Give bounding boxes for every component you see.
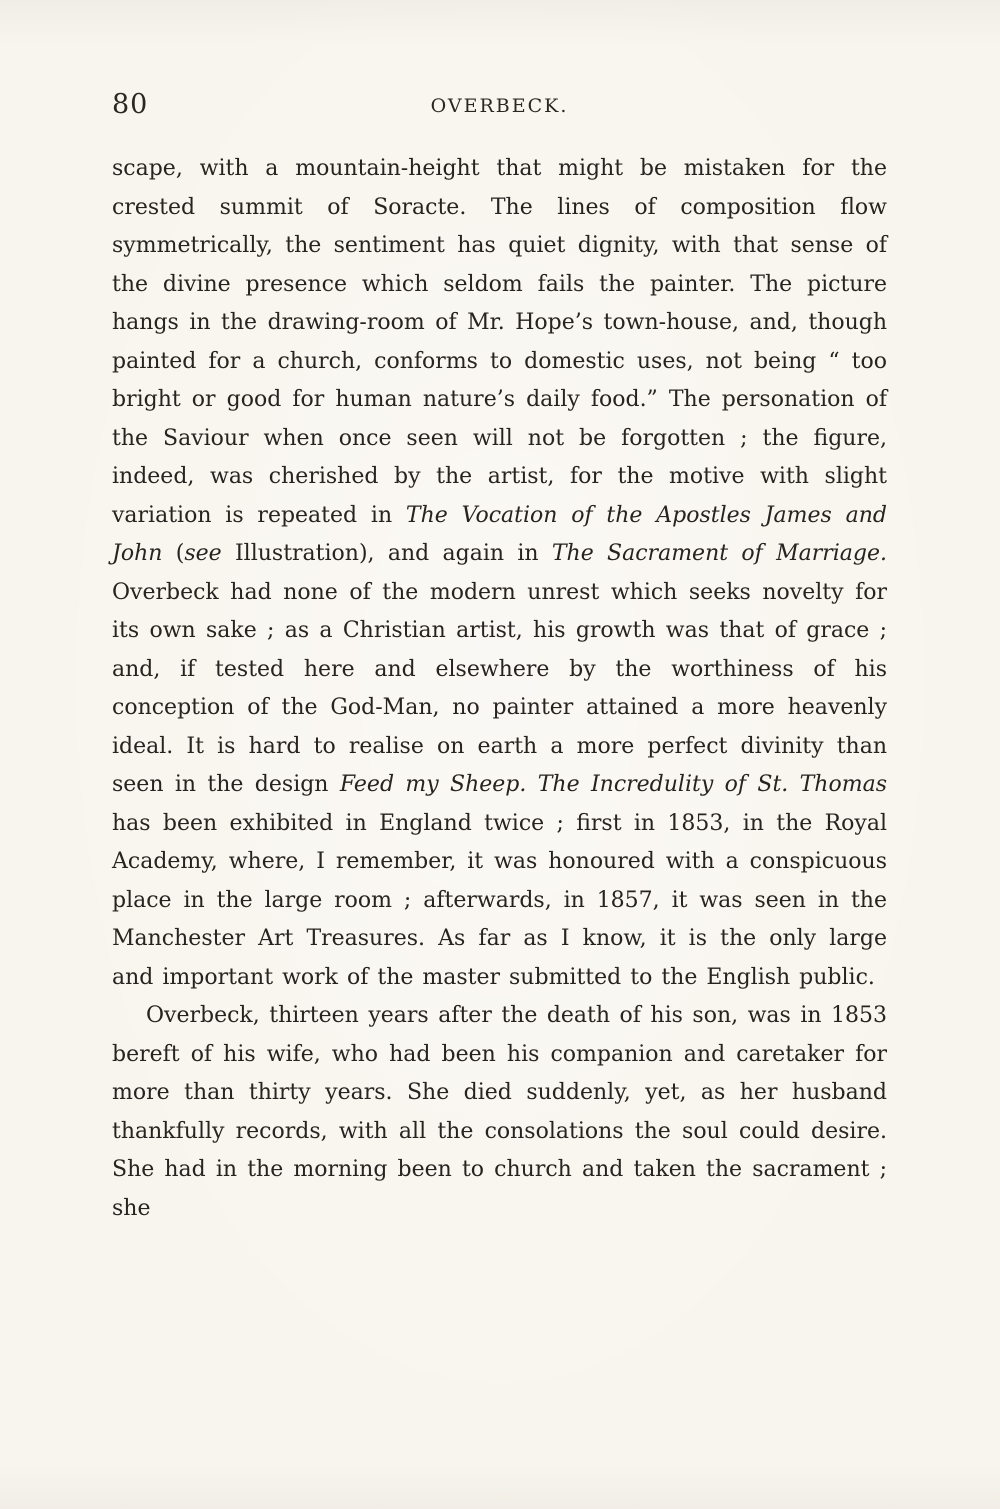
text-run — [526, 772, 537, 797]
work-title-italic: The Sacrament of Marriage. — [551, 541, 888, 566]
body-text — [112, 150, 887, 1228]
work-title-italic: see — [184, 541, 222, 566]
text-run: Overbeck, thirteen years after the death of his son, was in 1853 bereft of his wife, who had been his companion and caretaker for more than thirty years. She died suddenly, yet, as her husband thankfully records, with all the consolations the soul could desire. She had in the morning been to church and taken the sacrament ; she — [112, 1003, 887, 1221]
page-header — [112, 84, 887, 118]
running-title: OVERBECK. — [430, 95, 569, 117]
paragraph — [112, 150, 887, 997]
text-run: Illustration), and again in — [221, 541, 552, 566]
text-run: has been exhibited in England twice ; first in 1853, in the Royal Academy, where, I remember, it was honoured with a conspicuous place in the large room ; afterwards, in 1857, it was seen in the Manchester Art Treasures. As far as I know, it is the only large and important work of the master submitted to the English public. — [112, 810, 887, 990]
paragraph — [112, 997, 887, 1228]
text-run: ( — [162, 541, 185, 566]
work-title-italic: The Vocation of the Apostles James and John — [112, 502, 887, 566]
work-title-italic: Feed my Sheep. — [339, 772, 527, 797]
page-number: 80 — [112, 89, 149, 120]
text-run: scape, with a mountain-height that might be mistaken for the crested summit of Soracte. The lines of composition flow symmetrically, the sentiment has quiet dignity, with that sense of the divine presence which seldom fails the painter. The picture hangs in the drawing-room of Mr. Hope’s town-house, and, though painted for a church, conforms to domestic uses, not being “ too bright or good for human nature’s daily food.” The personation of the Saviour when once seen will not be forgotten ; the figure, indeed, was cherished by the artist, for the motive with slight variation is repeated in — [112, 156, 887, 528]
text-run: Overbeck had none of the modern unrest which seeks novelty for its own sake ; as a Christian artist, his growth was that of grace ; and, if tested here and elsewhere by the worthiness of his conception of the God-Man, no painter attained a more heavenly ideal. It is hard to realise on earth a more perfect divinity than seen in the design — [112, 579, 887, 797]
work-title-italic: The Incredulity of St. Thomas — [537, 772, 887, 797]
